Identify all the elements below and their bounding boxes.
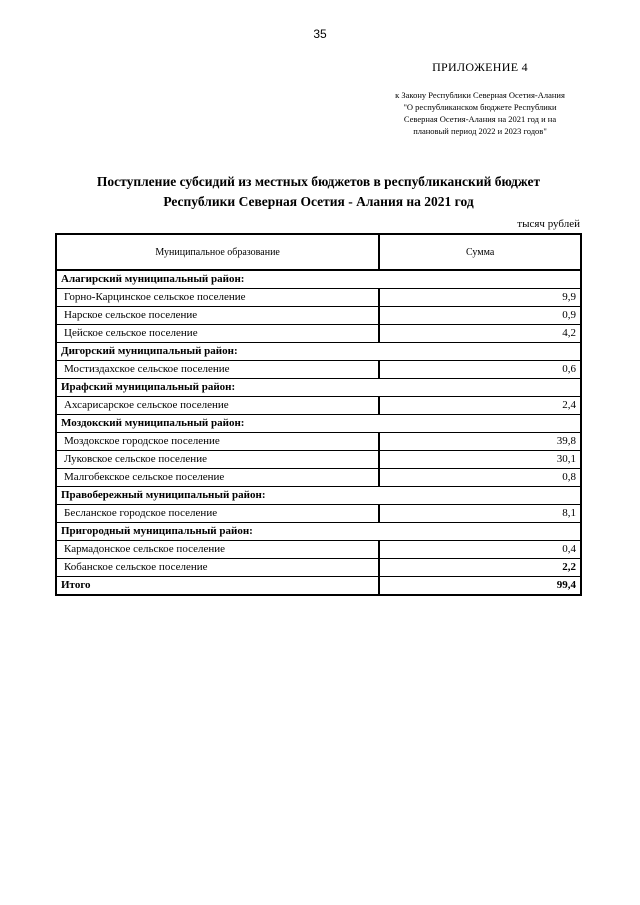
district-row — [56, 270, 581, 289]
table-row — [56, 361, 581, 379]
district-name: Алагирский муниципальный район: — [56, 270, 581, 289]
settlement-name: Горно-Карцинское сельское поселение — [56, 289, 379, 307]
settlement-name: Луковское сельское поселение — [56, 451, 379, 469]
settlement-sum: 0,6 — [379, 361, 581, 379]
settlement-sum: 2,2 — [379, 559, 581, 577]
district-name: Пригородный муниципальный район: — [56, 523, 581, 541]
settlement-name: Кармадонское сельское поселение — [56, 541, 379, 559]
column-header-sum: Сумма — [379, 234, 581, 270]
settlement-sum: 4,2 — [379, 325, 581, 343]
appendix-label: ПРИЛОЖЕНИЕ 4 — [432, 60, 528, 74]
settlement-name: Ахсарисарское сельское поселение — [56, 397, 379, 415]
district-row — [56, 379, 581, 397]
appendix-line: к Закону Республики Северная Осетия-Алания — [395, 90, 565, 100]
units-label: тысяч рублей — [517, 218, 580, 230]
table-row — [56, 307, 581, 325]
settlement-name: Малгобекское сельское поселение — [56, 469, 379, 487]
document-title — [55, 172, 582, 212]
page-number: 35 — [313, 27, 327, 41]
settlement-name: Цейское сельское поселение — [56, 325, 379, 343]
settlement-name: Мостиздахское сельское поселение — [56, 361, 379, 379]
settlement-name: Кобанское сельское поселение — [56, 559, 379, 577]
table-row — [56, 451, 581, 469]
district-name: Дигорский муниципальный район: — [56, 343, 581, 361]
table-row — [56, 289, 581, 307]
table-header-row — [56, 234, 581, 270]
settlement-name: Нарское сельское поселение — [56, 307, 379, 325]
appendix-line: плановый период 2022 и 2023 годов" — [413, 126, 547, 136]
table-row — [56, 505, 581, 523]
district-name: Ирафский муниципальный район: — [56, 379, 581, 397]
settlement-name: Бесланское городское поселение — [56, 505, 379, 523]
title-line-2: Республики Северная Осетия - Алания на 2021 год — [163, 194, 474, 209]
column-header-name: Муниципальное образование — [56, 234, 379, 270]
table-row — [56, 433, 581, 451]
table-row — [56, 325, 581, 343]
settlement-sum: 2,4 — [379, 397, 581, 415]
settlement-sum: 8,1 — [379, 505, 581, 523]
settlement-sum: 0,4 — [379, 541, 581, 559]
district-row — [56, 487, 581, 505]
total-sum: 99,4 — [379, 577, 581, 596]
settlement-sum: 39,8 — [379, 433, 581, 451]
title-line-1: Поступление субсидий из местных бюджетов в республиканский бюджет — [96, 174, 541, 189]
district-name: Правобережный муниципальный район: — [56, 487, 581, 505]
district-row — [56, 523, 581, 541]
subsidies-table — [55, 233, 582, 596]
total-row — [56, 577, 581, 596]
table-body — [56, 270, 581, 595]
table-row — [56, 469, 581, 487]
settlement-sum: 30,1 — [379, 451, 581, 469]
settlement-sum: 0,8 — [379, 469, 581, 487]
settlement-sum: 9,9 — [379, 289, 581, 307]
appendix-line: "О республиканском бюджете Республики — [403, 102, 557, 112]
appendix-line: Северная Осетия-Алания на 2021 год и на — [403, 114, 557, 124]
settlement-name: Моздокское городское поселение — [56, 433, 379, 451]
district-row — [56, 343, 581, 361]
table-row — [56, 541, 581, 559]
district-row — [56, 415, 581, 433]
appendix-header — [380, 60, 580, 137]
table-row — [56, 559, 581, 577]
total-label: Итого — [56, 577, 379, 596]
table-row — [56, 397, 581, 415]
settlement-sum: 0,9 — [379, 307, 581, 325]
district-name: Моздокский муниципальный район: — [56, 415, 581, 433]
